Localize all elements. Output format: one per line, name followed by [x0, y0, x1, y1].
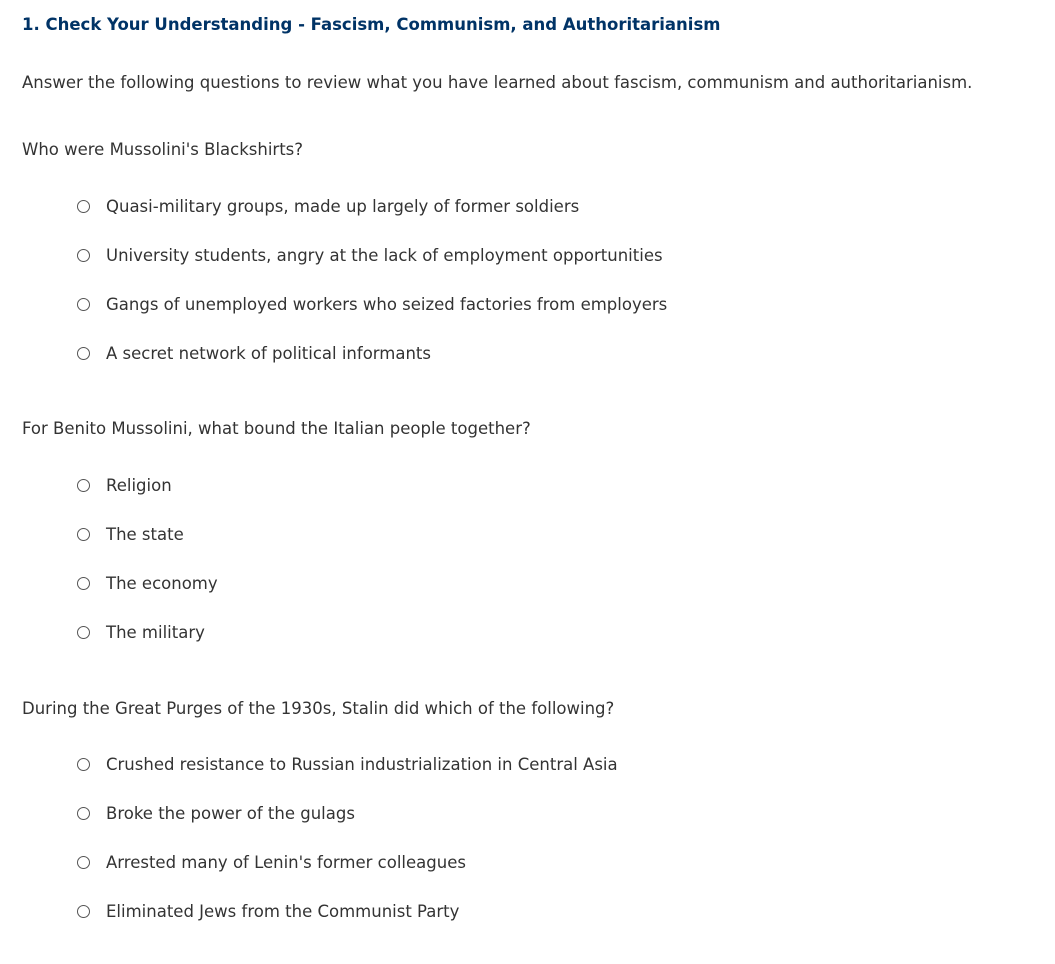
- question-3-option-2[interactable]: [76, 789, 618, 838]
- question-1-option-1[interactable]: [76, 182, 667, 231]
- radio-button[interactable]: [77, 249, 90, 262]
- option-label: Eliminated Jews from the Communist Party: [106, 902, 460, 921]
- option-label: University students, angry at the lack of employment opportunities: [106, 246, 663, 265]
- question-1-option-4[interactable]: [76, 329, 667, 378]
- radio-button[interactable]: [77, 758, 90, 771]
- radio-button[interactable]: [77, 347, 90, 360]
- option-label: Arrested many of Lenin's former colleagues: [106, 853, 466, 872]
- question-3-options: [76, 740, 618, 936]
- question-2-option-1[interactable]: [76, 461, 218, 510]
- radio-button[interactable]: [77, 528, 90, 541]
- question-2-options: [76, 461, 218, 657]
- option-label: Religion: [106, 476, 172, 495]
- option-label: Gangs of unemployed workers who seized factories from employers: [106, 295, 668, 314]
- question-3-option-3[interactable]: [76, 838, 618, 887]
- option-label: Crushed resistance to Russian industrialization in Central Asia: [106, 755, 618, 774]
- radio-button[interactable]: [77, 479, 90, 492]
- question-2-option-4[interactable]: [76, 608, 218, 657]
- question-1-option-2[interactable]: [76, 231, 667, 280]
- radio-button[interactable]: [77, 905, 90, 918]
- page-title: 1. Check Your Understanding - Fascism, Communism, and Authoritarianism: [22, 15, 721, 34]
- radio-button[interactable]: [77, 856, 90, 869]
- option-label: The economy: [106, 574, 218, 593]
- question-1-options: [76, 182, 667, 378]
- radio-button[interactable]: [77, 807, 90, 820]
- question-1-prompt: Who were Mussolini's Blackshirts?: [22, 140, 304, 159]
- question-2-option-2[interactable]: [76, 510, 218, 559]
- option-label: A secret network of political informants: [106, 344, 431, 363]
- radio-button[interactable]: [77, 577, 90, 590]
- question-2-prompt: For Benito Mussolini, what bound the Italian people together?: [22, 419, 531, 438]
- question-2-option-3[interactable]: [76, 559, 218, 608]
- question-3-option-1[interactable]: [76, 740, 618, 789]
- option-label: The military: [106, 623, 205, 642]
- question-1-option-3[interactable]: [76, 280, 667, 329]
- radio-button[interactable]: [77, 298, 90, 311]
- intro-text: Answer the following questions to review what you have learned about fascism, communism and authoritarianism.: [22, 73, 973, 92]
- question-3-option-4[interactable]: [76, 887, 618, 936]
- option-label: Quasi-military groups, made up largely of former soldiers: [106, 197, 580, 216]
- radio-button[interactable]: [77, 200, 90, 213]
- question-3-prompt: During the Great Purges of the 1930s, Stalin did which of the following?: [22, 699, 615, 718]
- option-label: The state: [106, 525, 184, 544]
- option-label: Broke the power of the gulags: [106, 804, 355, 823]
- radio-button[interactable]: [77, 626, 90, 639]
